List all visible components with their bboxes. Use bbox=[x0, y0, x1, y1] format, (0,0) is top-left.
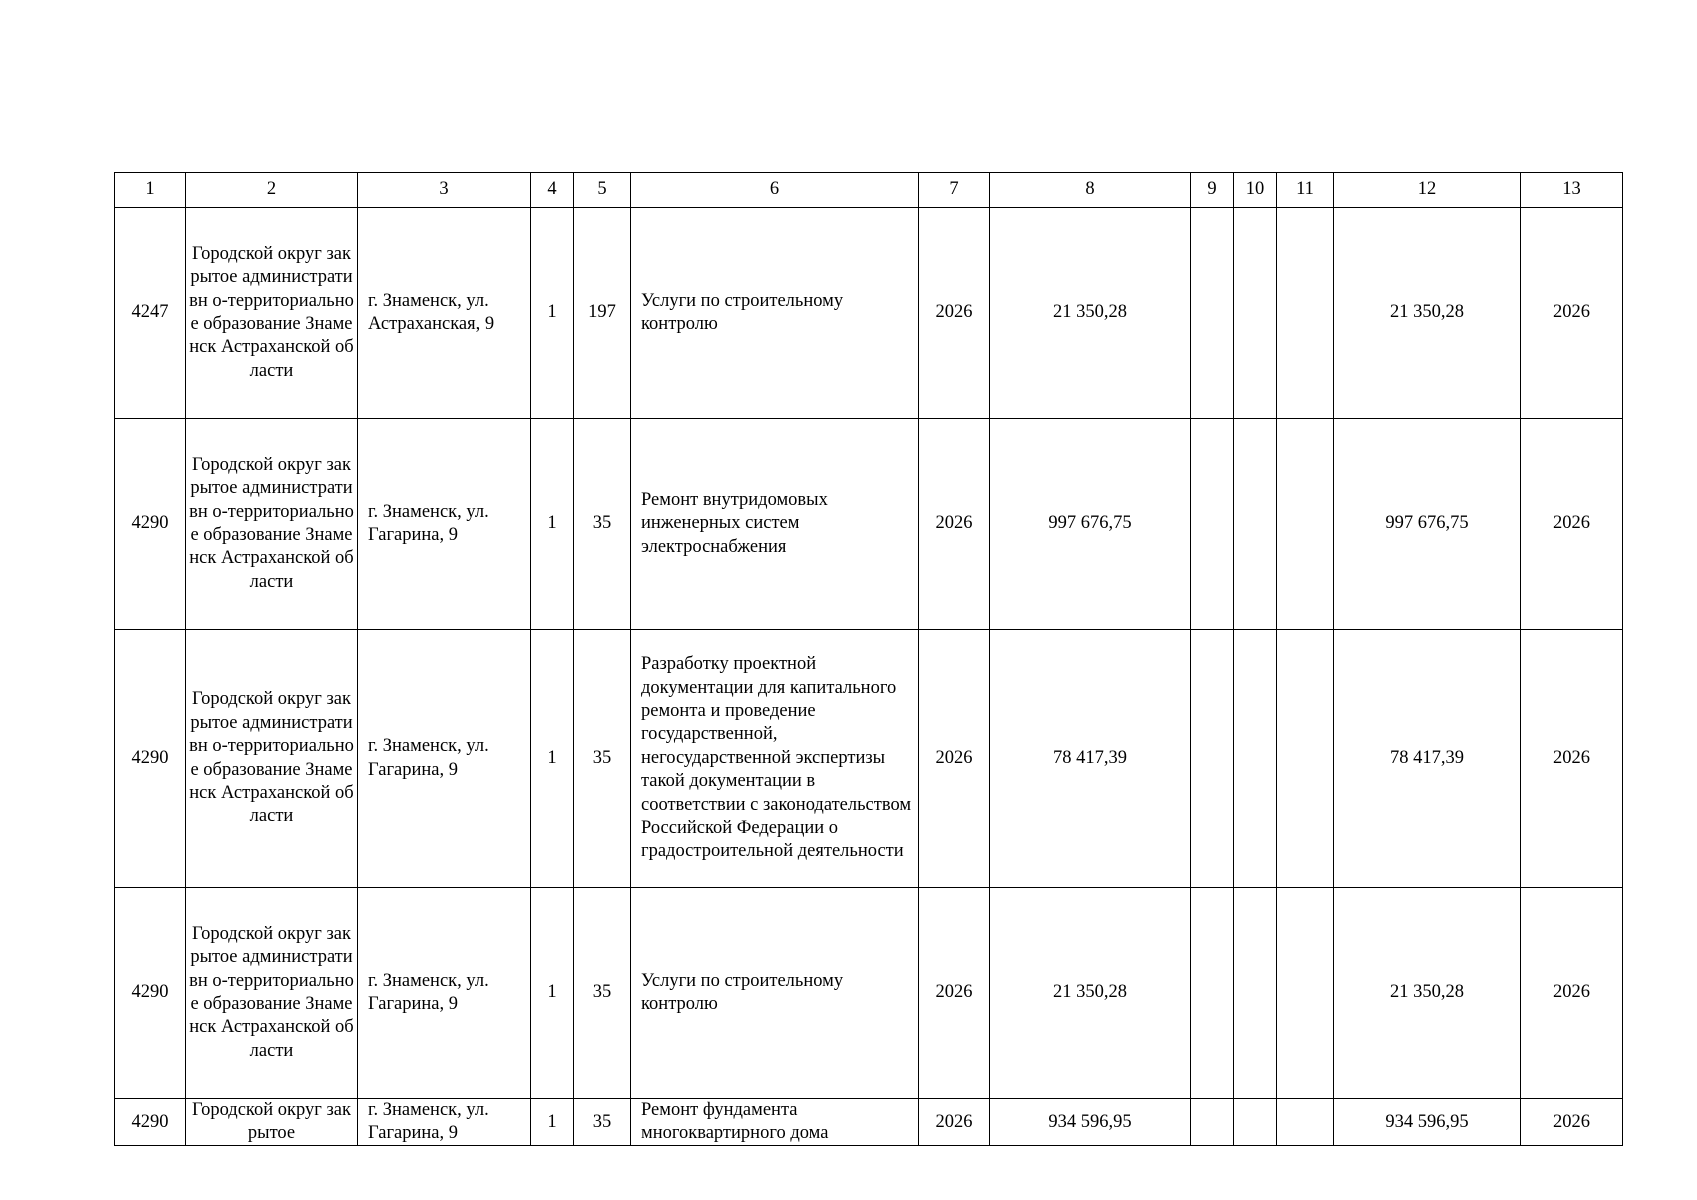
column-header: 10 bbox=[1234, 173, 1277, 208]
column-header: 8 bbox=[990, 173, 1191, 208]
cell-col9 bbox=[1191, 1099, 1234, 1146]
column-header: 5 bbox=[574, 173, 631, 208]
cell-col5 bbox=[574, 1099, 631, 1146]
cell-col5: 35 bbox=[574, 888, 631, 1099]
cell-amount: 997 676,75 bbox=[990, 419, 1191, 630]
cell-amount-total: 78 417,39 bbox=[1334, 630, 1521, 888]
cell-year: 2026 bbox=[919, 888, 990, 1099]
cell-col11 bbox=[1277, 419, 1334, 630]
cell-address-text: г. Знаменск, ул. Гагарина, 9 bbox=[368, 1100, 489, 1144]
column-header: 7 bbox=[919, 173, 990, 208]
table-row bbox=[115, 419, 1623, 630]
cell-work-type: Разработку проектной документации для капитального ремонта и проведение государственной, негосударственной экспертизы такой документации в соответствии с законодательством Российской Федерации о градостроительной деятельности bbox=[631, 630, 919, 888]
cell-amount: 21 350,28 bbox=[990, 208, 1191, 419]
column-header: 2 bbox=[186, 173, 358, 208]
cell-work-type: Услуги по строительному контролю bbox=[631, 208, 919, 419]
cell-municipality: Городской округ закрытое административн о-территориальное образование Знаменск Астраханской области bbox=[186, 208, 358, 419]
cell-col11 bbox=[1277, 888, 1334, 1099]
cell-col11 bbox=[1277, 208, 1334, 419]
column-header: 3 bbox=[358, 173, 531, 208]
cell-year-end: 2026 bbox=[1521, 888, 1623, 1099]
cell-col5-text: 35 bbox=[592, 1112, 612, 1132]
cell-year bbox=[919, 1099, 990, 1146]
cell-address bbox=[358, 1099, 531, 1146]
cell-amount-text: 934 596,95 bbox=[1048, 1112, 1132, 1132]
cell-amount-total-text: 934 596,95 bbox=[1385, 1112, 1469, 1132]
cell-id-text: 4290 bbox=[131, 1112, 169, 1132]
cell-year: 2026 bbox=[919, 630, 990, 888]
cell-col10 bbox=[1234, 630, 1277, 888]
column-header: 11 bbox=[1277, 173, 1334, 208]
cell-col4: 1 bbox=[531, 208, 574, 419]
cell-col4: 1 bbox=[531, 888, 574, 1099]
cell-col9 bbox=[1191, 630, 1234, 888]
cell-col9 bbox=[1191, 888, 1234, 1099]
cell-year-end: 2026 bbox=[1521, 630, 1623, 888]
table-row bbox=[115, 888, 1623, 1099]
cell-amount-total: 21 350,28 bbox=[1334, 208, 1521, 419]
cell-work-type bbox=[631, 1099, 919, 1146]
cell-amount: 78 417,39 bbox=[990, 630, 1191, 888]
cell-address: г. Знаменск, ул. Астраханская, 9 bbox=[358, 208, 531, 419]
column-header: 9 bbox=[1191, 173, 1234, 208]
cell-year: 2026 bbox=[919, 419, 990, 630]
cell-year-text: 2026 bbox=[935, 1112, 973, 1132]
cell-address: г. Знаменск, ул. Гагарина, 9 bbox=[358, 630, 531, 888]
cell-col10 bbox=[1234, 888, 1277, 1099]
table-row bbox=[115, 208, 1623, 419]
cell-work-type-text: Ремонт фундамента многоквартирного дома bbox=[641, 1100, 829, 1144]
cell-col9 bbox=[1191, 419, 1234, 630]
cell-col11 bbox=[1277, 1099, 1334, 1146]
cell-id: 4290 bbox=[115, 630, 186, 888]
table-row bbox=[115, 1099, 1623, 1146]
cell-amount bbox=[990, 1099, 1191, 1146]
cell-municipality: Городской округ закрытое административн о-территориальное образование Знаменск Астраханской области bbox=[186, 419, 358, 630]
cell-col4-text: 1 bbox=[547, 1112, 557, 1132]
cell-municipality-text: Городской округ закрытое bbox=[192, 1100, 351, 1144]
cell-col4: 1 bbox=[531, 419, 574, 630]
header-row bbox=[115, 173, 1623, 208]
cell-work-type: Услуги по строительному контролю bbox=[631, 888, 919, 1099]
cell-year-end bbox=[1521, 1099, 1623, 1146]
cell-municipality: Городской округ закрытое административн о-территориальное образование Знаменск Астраханской области bbox=[186, 888, 358, 1099]
cell-col5: 35 bbox=[574, 419, 631, 630]
cell-id bbox=[115, 1099, 186, 1146]
cell-col9 bbox=[1191, 208, 1234, 419]
column-header: 12 bbox=[1334, 173, 1521, 208]
column-header: 6 bbox=[631, 173, 919, 208]
cell-id: 4247 bbox=[115, 208, 186, 419]
cell-col5: 35 bbox=[574, 630, 631, 888]
cell-amount-total: 997 676,75 bbox=[1334, 419, 1521, 630]
column-header: 13 bbox=[1521, 173, 1623, 208]
cell-col10 bbox=[1234, 1099, 1277, 1146]
cell-id: 4290 bbox=[115, 419, 186, 630]
cell-amount-total bbox=[1334, 1099, 1521, 1146]
table-row bbox=[115, 630, 1623, 888]
document-table bbox=[114, 172, 1623, 1146]
cell-municipality: Городской округ закрытое административн о-территориальное образование Знаменск Астраханской области bbox=[186, 630, 358, 888]
cell-col4 bbox=[531, 1099, 574, 1146]
column-header: 4 bbox=[531, 173, 574, 208]
cell-year-end: 2026 bbox=[1521, 419, 1623, 630]
cell-col4: 1 bbox=[531, 630, 574, 888]
cell-work-type: Ремонт внутридомовых инженерных систем электроснабжения bbox=[631, 419, 919, 630]
cell-col10 bbox=[1234, 208, 1277, 419]
cell-amount: 21 350,28 bbox=[990, 888, 1191, 1099]
cell-year-end-text: 2026 bbox=[1553, 1112, 1590, 1132]
cell-amount-total: 21 350,28 bbox=[1334, 888, 1521, 1099]
cell-address: г. Знаменск, ул. Гагарина, 9 bbox=[358, 888, 531, 1099]
cell-col11 bbox=[1277, 630, 1334, 888]
cell-year-end: 2026 bbox=[1521, 208, 1623, 419]
column-header: 1 bbox=[115, 173, 186, 208]
cell-col10 bbox=[1234, 419, 1277, 630]
cell-id: 4290 bbox=[115, 888, 186, 1099]
cell-address: г. Знаменск, ул. Гагарина, 9 bbox=[358, 419, 531, 630]
cell-col5: 197 bbox=[574, 208, 631, 419]
cell-municipality bbox=[186, 1099, 358, 1146]
cell-year: 2026 bbox=[919, 208, 990, 419]
